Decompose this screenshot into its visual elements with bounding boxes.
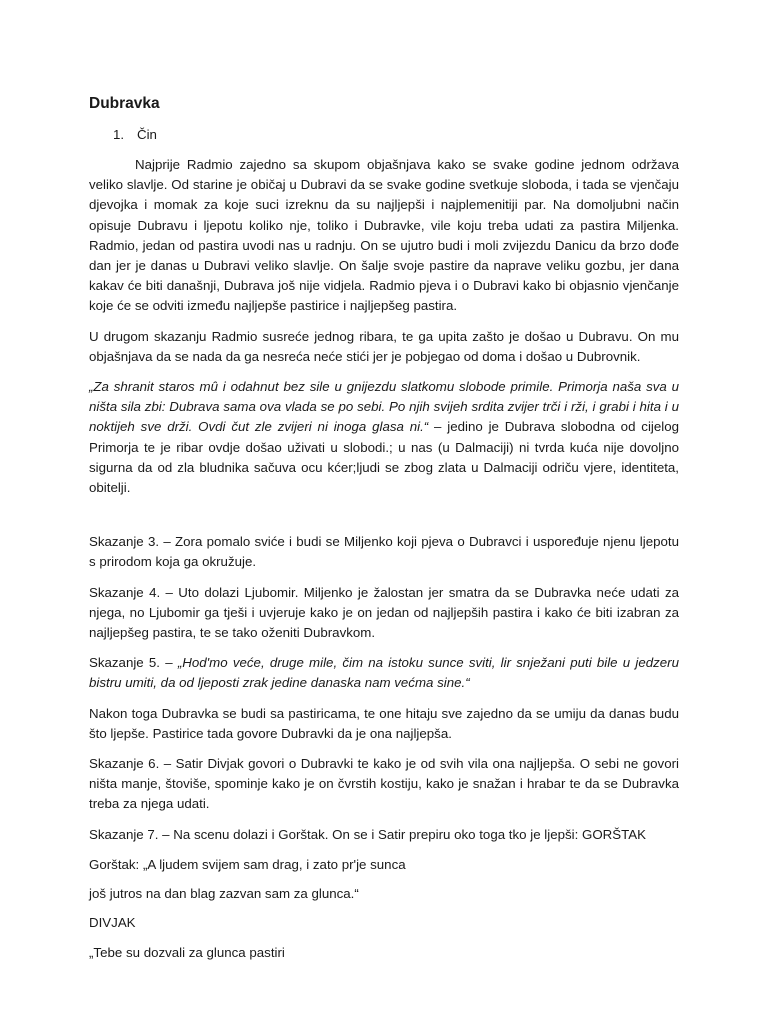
scene-5-quote: „Hod'mo veće, druge mile, čim na istoku sunce sviti, lir snježani puti bile u jedzeru bistru umiti, da od ljeposti zrak jedine danaska nam većma sine.“ (89, 655, 679, 691)
paragraph-second-scene: U drugom skazanju Radmio susreće jednog ribara, te ga upita zašto je došao u Dubravu. On mu objašnjava da se nada da ga nesreća neće stići jer je pobjegao od doma i došao u Dubrovnik. (89, 328, 679, 364)
section-number: 1. (113, 127, 125, 142)
paragraph-scene-3: Skazanje 3. – Zora pomalo sviće i budi se Miljenko koji pjeva o Dubravci i uspoređuje njenu ljepotu s prirodom koja ga okružuje. (89, 534, 679, 570)
paragraph-scene-4: Skazanje 4. – Uto dolazi Ljubomir. Miljenko je žalostan jer smatra da se Dubravka neće udati za njega, no Ljubomir ga tješi i uvjeruje kako je on jedan od najljepših pastira i kako će biti izabran za najljepšeg pastira, te se tako oženiti Dubravkom. (89, 584, 679, 641)
paragraph-scene-5 (89, 653, 679, 693)
paragraph-intro: Najprije Radmio zajedno sa skupom objašnjava kako se svake godine jednom održava veliko slavlje. Od starine je običaj u Dubravi da se svake godine svetkuje sloboda, i tada se vjenčaju djevojka i momak za koje suci izreknu da su najljepši i najplemenitiji par. Na domoljubni način opisuje Dubravu i ljepotu koliko nje, toliko i Dubravke, vile koju treba udati za pastira Miljenka. Radmio, jedan od pastira uvodi nas u radnju. On se ujutro budi i moli zvijezdu Danicu da brzo dođe dan jer je danas u Dubravi veliko slavlje. On šalje svoje pastire da naprave veliku gozbu, jer dana kakav će biti današnji, Dubrava još nije vidjela. Radmio pjeva i o Dubravi kako bi objasnio vjenčanje koje će se odviti između najljepše pastirice i najljepšeg pastira. (89, 157, 679, 314)
verse-gorstak-1: Gorštak: „A ljudem svijem sam drag, i zato pr'je sunca (89, 856, 406, 872)
document-title: Dubravka (89, 95, 160, 112)
verse-gorstak-2: još jutros na dan blag zazvan sam za glunca.“ (89, 886, 359, 902)
scene-5-lead: Skazanje 5. – (89, 655, 178, 671)
quote-freedom-commentary: – jedino je Dubrava slobodna od cijelog Primorja te je ribar ovdje došao uživati u slobodi.; u nas (u Dalmaciji) ni tvrda kuća nije dovoljno sigurna da od zla bludnika sačuva ocu kćer;ljudi se zbog zlata u Dalmaciji odriču vjere, identiteta, obitelji. (89, 419, 679, 496)
document-page (89, 94, 679, 972)
paragraph-scene-7: Skazanje 7. – Na scenu dolazi i Gorštak. On se i Satir prepiru oko toga tko je ljepši: GORŠTAK (89, 826, 647, 842)
quote-freedom: „Za shranit staros mû i odahnut bez sile u gnijezdu slatkomu slobode primile. Primorja naša sva u ništa sila zbi: Dubrava sama ova vlada se po sebi. Po njih svijeh srdita zvijer trči i rži, i grabi i hita i u noktijeh sve drži. Ovdi čut zle zvijeri ni inoga glasa ni.“ (89, 379, 679, 435)
verse-divjak-1: „Tebe su dozvali za glunca pastiri (89, 944, 285, 960)
section-heading (113, 125, 679, 145)
paragraph-dubravka-wakes: Nakon toga Dubravka se budi sa pastiricama, te one hitaju sve zajedno da se umiju da danas budu što ljepše. Pastirice tada govore Dubravki da je ona najljepša. (89, 705, 679, 741)
section-title: Čin (137, 127, 157, 142)
paragraph-quote-freedom (89, 377, 679, 498)
speaker-divjak: DIVJAK (89, 915, 136, 931)
paragraph-scene-6: Skazanje 6. – Satir Divjak govori o Dubravki te kako je od svih vila ona najljepša. O sebi ne govori ništa manje, štoviše, spominje kako je on čvrstih kostiju, kako je snažan i hrabar te da se Dubravka treba za njega udati. (89, 756, 679, 812)
spacer (89, 508, 679, 532)
